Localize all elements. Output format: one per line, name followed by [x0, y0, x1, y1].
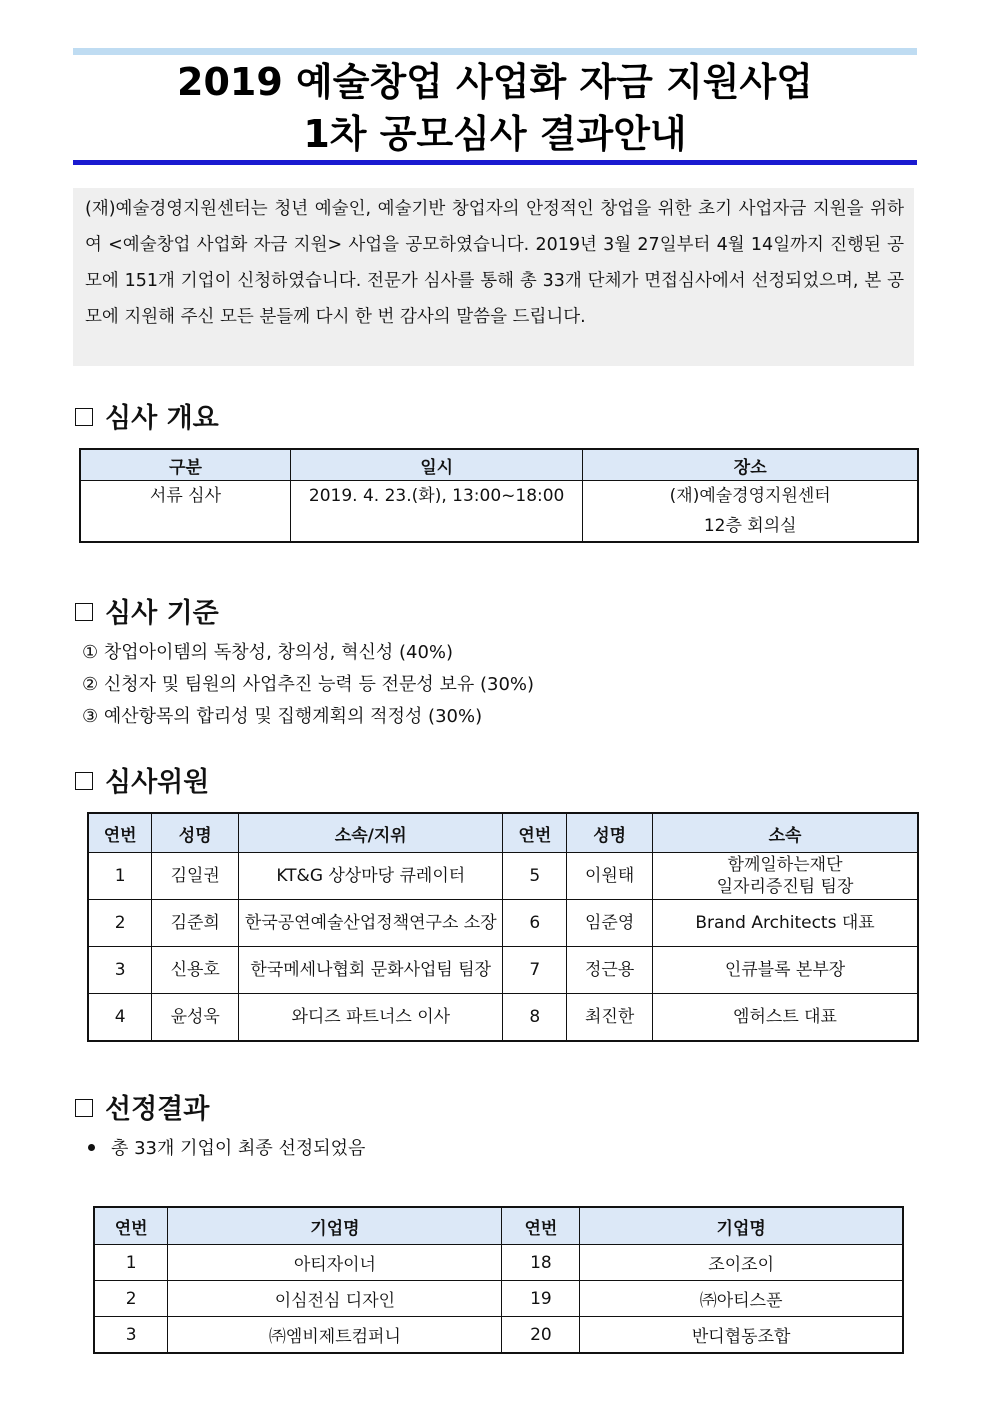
- column-header: 기업명: [168, 1207, 502, 1245]
- title-bottom-bar: [73, 160, 917, 165]
- table-row: [80, 481, 918, 543]
- table-header-row: [80, 449, 918, 481]
- column-header: 연번: [503, 813, 567, 853]
- title-line-1: 2019 예술창업 사업화 자금 지원사업: [177, 60, 813, 104]
- checkbox-square-icon: [75, 772, 93, 790]
- column-header: 기업명: [580, 1207, 903, 1245]
- column-header: 연번: [502, 1207, 580, 1245]
- page-title: [73, 56, 917, 160]
- table-row: 2 김준희 한국공연예술산업정책연구소 소장 6 임준영 Brand Architects 대표: [88, 900, 918, 947]
- section-judges-heading: 심사위원: [75, 766, 209, 800]
- judges-table: [87, 812, 919, 1042]
- table-row: 1 아티자이너 18 조이조이: [94, 1245, 903, 1281]
- criteria-item: ② 신청자 및 팀원의 사업추진 능력 등 전문성 보유 (30%): [82, 674, 535, 695]
- title-top-bar: [73, 48, 917, 55]
- column-header: 성명: [567, 813, 653, 853]
- criteria-item: ③ 예산항목의 합리성 및 집행계획의 적정성 (30%): [82, 706, 483, 727]
- review-place: (재)예술경영지원센터 12층 회의실: [583, 481, 918, 543]
- table-row: 1 김일권 KT&G 상상마당 큐레이터 5 이원태 함께일하는재단 일자리증진팀 팀장: [88, 853, 918, 900]
- column-header: 연번: [88, 813, 152, 853]
- criteria-item: ① 창업아이템의 독창성, 창의성, 혁신성 (40%): [82, 642, 454, 663]
- bullet-icon: [88, 1144, 95, 1151]
- table-row: 4 윤성욱 와디즈 파트너스 이사 8 최진한 엠허스트 대표: [88, 994, 918, 1042]
- checkbox-square-icon: [75, 408, 93, 426]
- section-results-heading: 선정결과: [75, 1093, 209, 1127]
- results-table: [93, 1206, 904, 1354]
- review-type: 서류 심사: [80, 481, 290, 543]
- title-line-2: 1차 공모심사 결과안내: [303, 112, 687, 156]
- criteria-list: [82, 637, 534, 733]
- intro-paragraph: (재)예술경영지원센터는 청년 예술인, 예술기반 창업자의 안정적인 창업을 위한 초기 사업자금 지원을 위하여 <예술창업 사업화 자금 지원> 사업을 공모하였습니다. 2019년 3월 27일부터 4월 14일까지 진행된 공모에 151개 기업이 신청하였습니다. 전문가 심사를 통해 총 33개 단체가 면접심사에서 선정되었으며, 본 공모에 지원해 주신 모든 분들께 다시 한 번 감사의 말씀을 드립니다.: [73, 188, 914, 366]
- table-header-row: [94, 1207, 903, 1245]
- table-header-row: [88, 813, 918, 853]
- column-header: 성명: [152, 813, 239, 853]
- section-criteria-heading: 심사 기준: [75, 597, 219, 631]
- column-header: 일시: [290, 449, 582, 481]
- checkbox-square-icon: [75, 1099, 93, 1117]
- table-row: 2 이심전심 디자인 19 ㈜아티스푼: [94, 1281, 903, 1317]
- column-header: 연번: [94, 1207, 168, 1245]
- column-header: 소속/지위: [239, 813, 503, 853]
- column-header: 소속: [653, 813, 918, 853]
- checkbox-square-icon: [75, 603, 93, 621]
- table-row: 3 ㈜엠비제트컴퍼니 20 반디협동조합: [94, 1317, 903, 1354]
- column-header: 장소: [583, 449, 918, 481]
- column-header: 구분: [80, 449, 290, 481]
- results-note: 총 33개 기업이 최종 선정되었음: [88, 1134, 365, 1164]
- section-overview-heading: 심사 개요: [75, 402, 219, 436]
- overview-table: [79, 448, 919, 543]
- review-datetime: 2019. 4. 23.(화), 13:00~18:00: [290, 481, 582, 543]
- table-row: 3 신용호 한국메세나협회 문화사업팀 팀장 7 정근용 인큐블록 본부장: [88, 947, 918, 994]
